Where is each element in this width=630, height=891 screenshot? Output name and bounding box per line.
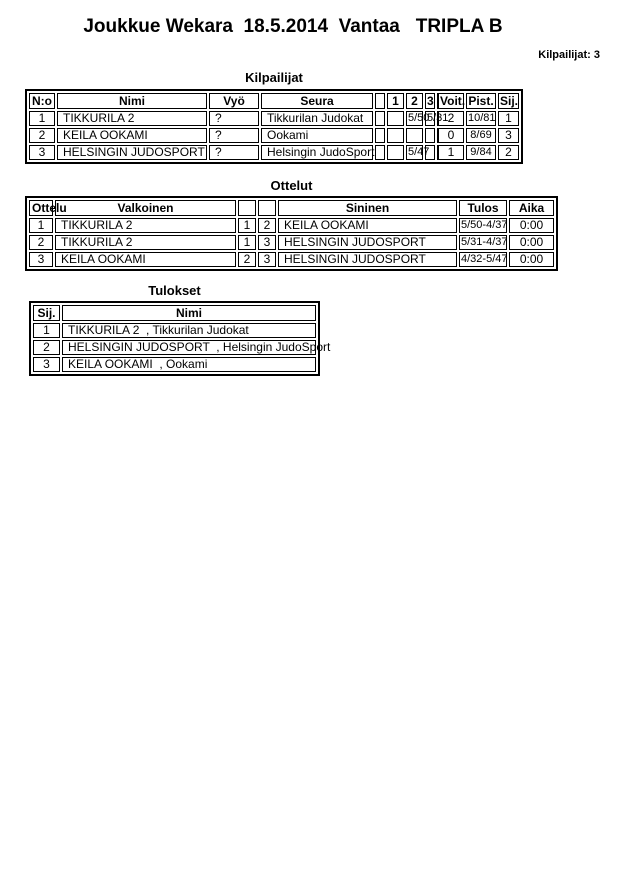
team-name-cell: TIKKURILA 2 , Tikkurilan Judokat	[62, 323, 316, 338]
table-row	[29, 252, 554, 267]
header-row	[33, 305, 316, 321]
column-header-match3: 3	[427, 93, 434, 108]
header-row	[29, 93, 519, 109]
column-header-voit: Voit.	[437, 93, 464, 109]
result-cell: 5/50-4/37	[461, 219, 508, 231]
kilpailijat-table	[25, 89, 523, 164]
match-number: 1	[29, 218, 53, 233]
wins-cell: 0	[437, 128, 464, 143]
competitor-club: Helsingin JudoSport	[261, 145, 373, 160]
column-header-sininen: Sininen	[278, 200, 457, 216]
result-cell: 5/31-4/37	[461, 236, 508, 248]
rank-cell: 2	[498, 145, 519, 160]
time-cell: 0:00	[509, 252, 554, 267]
table-row	[33, 323, 316, 338]
white-team-number: 1	[238, 218, 256, 233]
column-header-nimi: Nimi	[62, 305, 316, 321]
competitor-number: 1	[29, 111, 55, 126]
table-row	[33, 340, 316, 355]
column-header-seura: Seura	[261, 93, 373, 109]
competitor-name: KEILA OOKAMI	[57, 128, 207, 143]
time-cell: 0:00	[509, 235, 554, 250]
header-row	[29, 200, 554, 216]
column-header-sij: Sij.	[33, 305, 60, 321]
rank-cell: 1	[33, 323, 60, 338]
rank-cell: 1	[498, 111, 519, 126]
white-team-name: TIKKURILA 2	[55, 235, 236, 250]
column-header-ottelu: Ottelu	[29, 200, 53, 216]
match-1-score	[387, 128, 404, 143]
competitor-number: 2	[29, 128, 55, 143]
match-number: 3	[29, 252, 53, 267]
blue-team-number: 3	[258, 252, 276, 267]
white-team-number: 2	[238, 252, 256, 267]
blue-team-number: 2	[258, 218, 276, 233]
match-2-score: 5/50	[408, 112, 430, 124]
match-number: 2	[29, 235, 53, 250]
match-2-score	[406, 128, 423, 143]
page-title: Joukkue Wekara 18.5.2014 Vantaa TRIPLA B	[83, 16, 503, 37]
kilpailijat-heading: Kilpailijat	[245, 70, 303, 85]
competitor-number: 3	[29, 145, 55, 160]
column-header-match1: 1	[387, 93, 404, 109]
team-name-cell: HELSINGIN JUDOSPORT , Helsingin JudoSport	[62, 340, 316, 355]
rank-cell: 3	[33, 357, 60, 372]
result-cell: 4/32-5/47	[461, 253, 508, 265]
points-cell: 10/81	[468, 112, 496, 124]
table-row	[29, 128, 519, 143]
competitors-count: Kilpailijat: 3	[538, 49, 600, 61]
ottelut-heading: Ottelut	[270, 178, 313, 193]
points-cell: 9/84	[466, 145, 496, 160]
match-3-score	[425, 128, 435, 143]
column-header-blank	[375, 93, 385, 109]
ottelut-table	[25, 196, 558, 271]
competitor-belt: ?	[209, 145, 259, 160]
column-header-pist: Pist.	[466, 93, 496, 109]
white-team-name: KEILA OOKAMI	[55, 252, 236, 267]
match-1-score	[387, 145, 404, 160]
team-name-cell: KEILA OOKAMI , Ookami	[62, 357, 316, 372]
points-cell: 8/69	[466, 128, 496, 143]
white-team-name: TIKKURILA 2	[55, 218, 236, 233]
blue-team-name: KEILA OOKAMI	[278, 218, 457, 233]
time-cell: 0:00	[509, 218, 554, 233]
match-blank-cell	[375, 128, 385, 143]
blue-team-name: HELSINGIN JUDOSPORT	[278, 235, 457, 250]
match-1-score	[387, 111, 404, 126]
column-header-valkoinen: Valkoinen	[55, 200, 236, 216]
match-blank-cell	[375, 145, 385, 160]
column-header-blank2	[258, 200, 276, 216]
competitor-name: HELSINGIN JUDOSPORT	[57, 145, 207, 160]
rank-cell: 2	[33, 340, 60, 355]
column-header-aika: Aika	[509, 200, 554, 216]
competitor-club: Tikkurilan Judokat	[261, 111, 373, 126]
competitor-name: TIKKURILA 2	[57, 111, 207, 126]
column-header-tulos: Tulos	[459, 200, 507, 216]
white-team-number: 1	[238, 235, 256, 250]
column-header-blank1	[238, 200, 256, 216]
match-3-score: 5/31	[427, 112, 449, 124]
column-header-no: N:o	[29, 93, 55, 109]
rank-cell: 3	[498, 128, 519, 143]
wins-cell: 1	[437, 145, 464, 160]
match-blank-cell	[375, 111, 385, 126]
blue-team-name: HELSINGIN JUDOSPORT	[278, 252, 457, 267]
column-header-match2: 2	[406, 93, 423, 109]
blue-team-number: 3	[258, 235, 276, 250]
wins-cell: 2	[437, 111, 464, 126]
column-header-nimi: Nimi	[57, 93, 207, 109]
table-row	[29, 145, 519, 160]
tulokset-heading: Tulokset	[148, 283, 201, 298]
competitor-club: Ookami	[261, 128, 373, 143]
table-row	[29, 235, 554, 250]
match-2-score: 5/47	[408, 146, 430, 158]
table-row	[33, 357, 316, 372]
column-header-vyo: Vyö	[209, 93, 259, 109]
competitor-belt: ?	[209, 111, 259, 126]
tulokset-table	[29, 301, 331, 376]
table-row	[29, 218, 554, 233]
table-row	[29, 111, 519, 126]
column-header-sij: Sij.	[500, 93, 519, 108]
competitor-belt: ?	[209, 128, 259, 143]
